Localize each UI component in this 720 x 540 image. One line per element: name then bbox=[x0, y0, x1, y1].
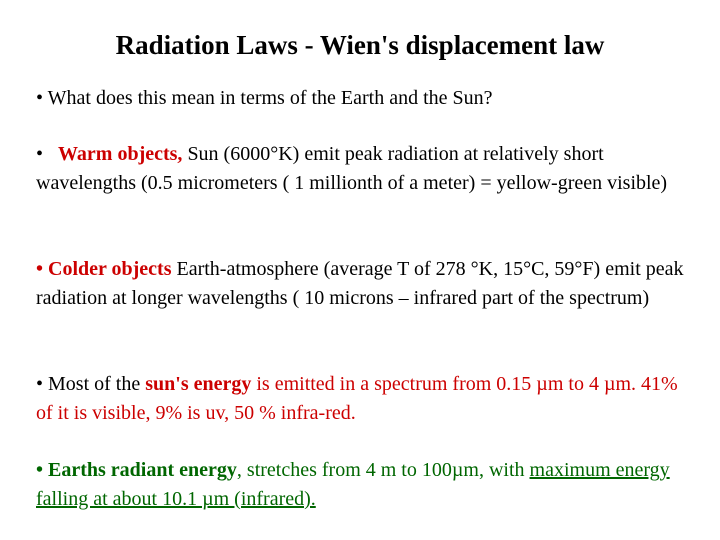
bullet-colder-objects bbox=[36, 255, 686, 313]
slide-title: Radiation Laws - Wien's displacement law bbox=[115, 30, 605, 60]
bullet-warm-objects bbox=[36, 140, 686, 198]
earth-radiant-energy-text: , stretches from 4 m to 100µm, with bbox=[236, 459, 530, 481]
bullet-mark: • bbox=[36, 143, 44, 165]
bullet-sun-energy bbox=[36, 370, 686, 428]
warm-objects-text: Sun (6000°K) emit peak radiation at relatively short wavelengths (0.5 micrometers ( 1 millionth of a meter) = yellow-green visible) bbox=[36, 143, 668, 194]
colder-objects-text: Earth-atmosphere (average T of 278 °K, 15°C, 59°F) emit peak radiation at longer wavelengths ( 10 microns – infrared part of the spectrum) bbox=[36, 258, 684, 309]
bullet-text: What does this mean in terms of the Earth and the Sun? bbox=[47, 87, 493, 109]
warm-objects-label: Warm objects, bbox=[58, 143, 183, 165]
sun-energy-prefix: Most of the bbox=[48, 373, 146, 395]
earth-radiant-energy-max: maximum energy falling at about 10.1 µm (infrared). bbox=[36, 459, 670, 510]
earth-radiant-energy-label: Earths radiant energy bbox=[48, 459, 237, 481]
bullet-earth-radiant-energy bbox=[36, 456, 686, 514]
colder-objects-label: • Colder objects bbox=[36, 258, 172, 280]
bullet-mark: • bbox=[36, 373, 44, 395]
bullet-mark: • bbox=[36, 87, 44, 109]
bullet-mark: • bbox=[36, 459, 44, 481]
bullet-earth-sun-question bbox=[36, 84, 686, 113]
sun-energy-text: is emitted in a spectrum from 0.15 µm to 4 µm. 41% of it is visible, 9% is uv, 50 % infra-red. bbox=[36, 373, 678, 424]
sun-energy-label: sun's energy bbox=[145, 373, 252, 395]
